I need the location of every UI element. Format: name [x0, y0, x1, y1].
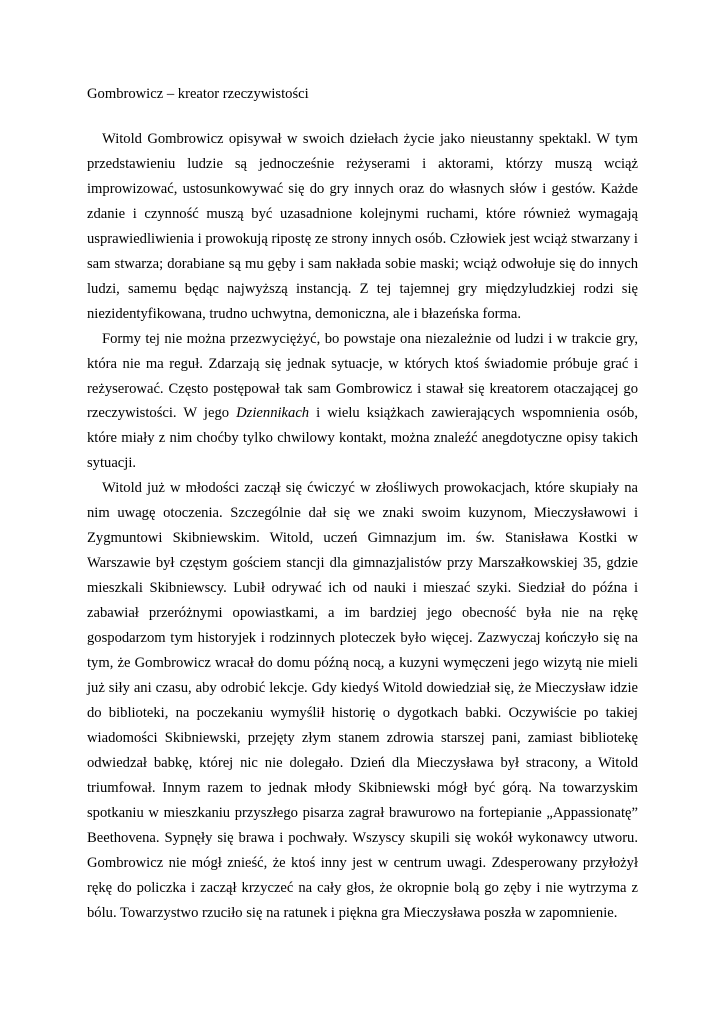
document-page — [87, 84, 638, 926]
paragraph-2 — [87, 327, 638, 477]
paragraph-2-italic-title: Dziennikach — [236, 405, 310, 422]
document-title: Gombrowicz – kreator rzeczywistości — [87, 86, 309, 102]
paragraph-1: Witold Gombrowicz opisywał w swoich dziełach życie jako nieustanny spektakl. W tym przedstawieniu ludzie są jednocześnie reżyserami i aktorami, którzy muszą wciąż improwizować, ustosunkowywać się do gry innych oraz do własnych słów i gestów. Każde zdanie i czynność muszą być uzasadnione kolejnymi ruchami, które również wymagają usprawiedliwienia i prowokują ripostę ze strony innych osób. Człowiek jest wciąż stwarzany i sam stwarza; dorabiane są mu gęby i sam nakłada sobie maski; wciąż odwołuje się do innych ludzi, samemu będąc najwyższą instancją. Z tej tajemnej gry międzyludzkiej rodzi się niezidentyfikowana, trudno uchwytna, demoniczna, ale i błazeńska forma. — [87, 131, 638, 322]
paragraph-2-text-after: i wielu książkach zawierających wspomnienia osób, które miały z nim choćby tylko chwilowy kontakt, można znaleźć anegdotyczne opisy takich sytuacji. — [87, 405, 639, 472]
paragraph-2-text-before: Formy tej nie można przezwyciężyć, bo powstaje ona niezależnie od ludzi i w trakcie gry, która nie ma reguł. Zdarzają się jednak sytuacje, w których ktoś świadomie próbuje grać i reżyserować. Często postępował tak sam Gombrowicz i stawał się kreatorem otaczającej go rzeczywistości. W jego — [87, 330, 638, 422]
paragraph-3: Witold już w młodości zaczął się ćwiczyć w złośliwych prowokacjach, które skupiały na nim uwagę otoczenia. Szczególnie dał się we znaki swoim kuzynom, Mieczysławowi i Zygmuntowi Skibniewskim. Witold, uczeń Gimnazjum im. św. Stanisława Kostki w Warszawie był częstym gościem stancji dla gimnazjalistów przy Marszałkowskiej 35, gdzie mieszkali Skibniewscy. Lubił odrywać ich od nauki i mieszać szyki. Siedział do późna i zabawiał przeróżnymi opowiastkami, a im bardziej jego obecność była nie na rękę gospodarzom tym historyjek i rodzinnych ploteczek było więcej. Zazwyczaj kończyło się na tym, że Gombrowicz wracał do domu późną nocą, a kuzyni wymęczeni jego wizytą nie mieli już siły ani czasu, aby odrobić lekcje. Gdy kiedyś Witold dowiedział się, że Mieczysław idzie do biblioteki, na poczekaniu wymyślił historię o dygotkach babki. Oczywiście po takiej wiadomości Skibniewski, przejęty złym stanem zdrowia starszej pani, zamiast bibliotekę odwiedzał babkę, której nic nie dolegało. Dzień dla Mieczysława był stracony, a Witold triumfował. Innym razem to jednak młody Skibniewski mógł być górą. Na towarzyskim spotkaniu w mieszkaniu przyszłego pisarza zagrał brawurowo na fortepianie „Appassionatę” Beethovena. Sypnęły się brawa i pochwały. Wszyscy skupili się wokół wykonawcy utworu. Gombrowicz nie mógł znieść, że ktoś inny jest w centrum uwagi. Zdesperowany przyłożył rękę do policzka i zaczął krzyczeć na cały głos, że okropnie bolą go zęby i nie wytrzyma z bólu. Towarzystwo rzuciło się na ratunek i piękna gra Mieczysława poszła w zapomnienie. — [87, 480, 638, 921]
